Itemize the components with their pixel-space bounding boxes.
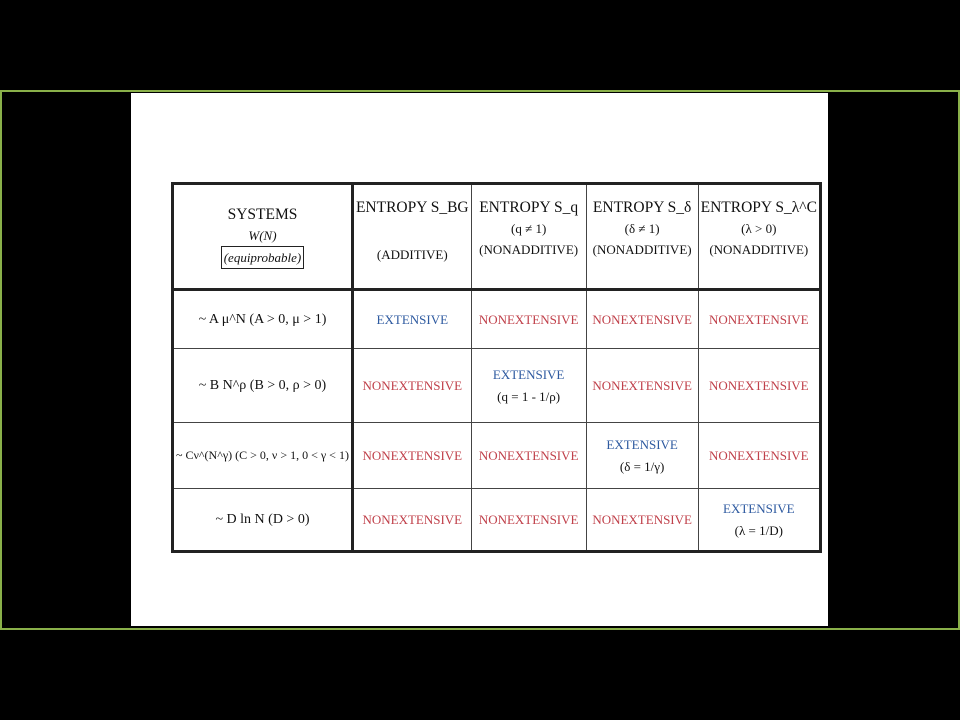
cell-label: NONEXTENSIVE [362,511,463,527]
cell-value: (q = 1 - 1/ρ) [497,389,561,404]
table-row [173,489,821,552]
col-title: ENTROPY S_δ [592,199,692,216]
result-cell [352,489,471,552]
result-cell [352,423,471,489]
cell-label: EXTENSIVE [723,501,795,516]
result-cell [471,489,586,552]
cell-label: NONEXTENSIVE [362,377,463,393]
result-cell [586,489,698,552]
result-cell [352,349,471,423]
system-cell: ~ A μ^N (A > 0, μ > 1) [173,290,353,349]
result-cell [471,290,586,349]
result-cell [586,290,698,349]
col-title: ENTROPY S_λ^C [700,199,817,216]
cell-label: NONEXTENSIVE [592,311,692,327]
cell-label: NONEXTENSIVE [708,447,809,463]
result-cell [586,423,698,489]
col-kind: (NONADDITIVE) [479,242,579,257]
header-systems [173,184,353,290]
cell-label: EXTENSIVE [606,437,678,452]
result-cell [471,349,586,423]
result-cell [698,290,820,349]
header-row [173,184,821,290]
result-cell [698,489,820,552]
table-row [173,423,821,489]
equiprobable-tag: (equiprobable) [221,246,305,269]
result-cell [698,423,820,489]
col-title: ENTROPY S_BG [355,199,469,216]
col-condition: (λ > 0) [741,221,777,236]
result-cell [586,349,698,423]
result-cell [471,423,586,489]
system-cell: ~ Cν^(N^γ) (C > 0, ν > 1, 0 < γ < 1) [173,423,353,489]
system-cell: ~ B N^ρ (B > 0, ρ > 0) [173,349,353,423]
col-kind: (NONADDITIVE) [592,242,692,257]
cell-label: EXTENSIVE [376,311,449,327]
cell-label: NONEXTENSIVE [362,447,463,463]
cell-label: NONEXTENSIVE [478,311,579,327]
cell-label: NONEXTENSIVE [478,511,579,527]
cell-label: NONEXTENSIVE [478,447,579,463]
cell-value: (δ = 1/γ) [619,459,665,474]
table-row [173,290,821,349]
system-cell: ~ D ln N (D > 0) [173,489,353,552]
cell-label: NONEXTENSIVE [708,377,809,393]
result-cell [352,290,471,349]
header-col-bg [352,184,471,290]
col-condition: (δ ≠ 1) [624,221,660,236]
cell-label: NONEXTENSIVE [592,511,692,527]
systems-title: SYSTEMS [227,206,298,223]
cell-value: (λ = 1/D) [734,523,783,538]
col-condition: (q ≠ 1) [510,221,547,236]
col-kind: (NONADDITIVE) [709,242,809,257]
entropy-table [171,182,822,553]
col-condition [356,218,469,236]
col-title: ENTROPY S_q [479,199,579,216]
header-col-lambda [698,184,820,290]
col-kind: (ADDITIVE) [376,247,448,262]
cell-label: NONEXTENSIVE [592,377,692,393]
header-col-delta [586,184,698,290]
slide [131,93,828,626]
cell-label: EXTENSIVE [492,367,565,382]
result-cell [698,349,820,423]
systems-subtitle: W(N) [248,228,277,243]
cell-label: NONEXTENSIVE [708,311,809,327]
table-row [173,349,821,423]
header-col-q [471,184,586,290]
